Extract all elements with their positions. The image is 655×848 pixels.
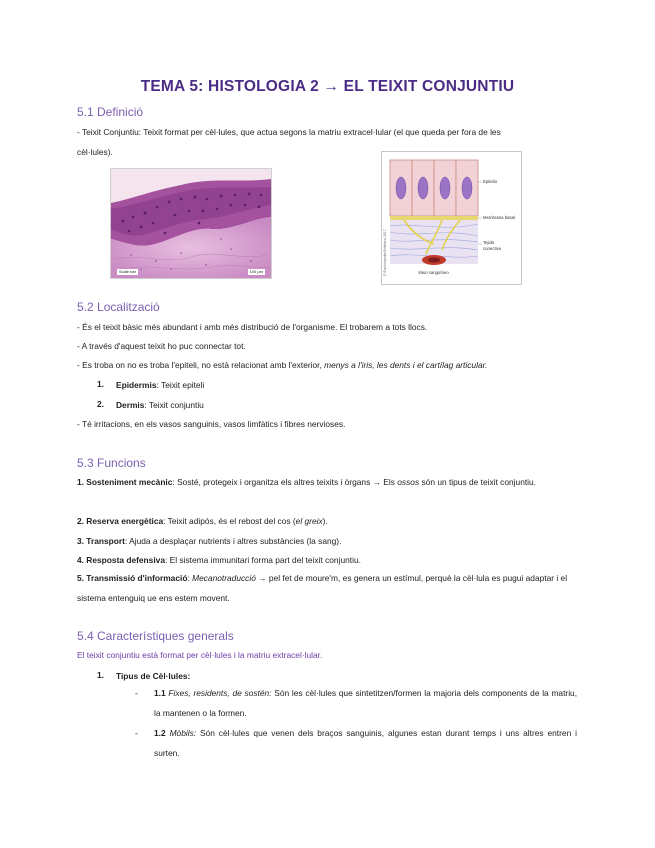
sub-item-2-number: 1.2 [154, 728, 166, 738]
function-5-text-a: → pel fet de moure'm, es genera un estímul, perquè la cèl·lula es [258, 573, 501, 583]
loc-line-2: - A través d'aquest teixit ho puc connectar tot. [77, 341, 246, 351]
function-4-bold: 4. Resposta defensiva [77, 555, 165, 565]
sub-item-2-text-b: entren i surten. [154, 728, 577, 758]
photo-scale-label-right: 100 μm [249, 269, 263, 274]
section-heading-definicio: 5.1 Definició [77, 105, 144, 119]
diagram-side-credit: © Enciclopedia Británica 2017 [383, 229, 387, 276]
loc-line-4: - Té irritacions, en els vasos sanguinis, vasos limfàtics i fibres nervioses. [77, 419, 346, 429]
function-4 [77, 554, 361, 566]
characteristics-intro: El teixit conjuntiu està format per cèl·lules i la matriu extracel·lular. [77, 650, 323, 660]
loc-line-3 [77, 359, 487, 371]
diagram-label-vaso: Vaso sanguíneo [418, 270, 449, 275]
definition-line-2: cèl·lules). [77, 147, 113, 157]
function-1-text-c: conjuntiu. [500, 477, 537, 487]
loc-line-1: - És el teixit bàsic més abundant i amb més distribució de l'organisme. El trobarem a tots llocs. [77, 322, 428, 332]
loc-line-3-text: - Es troba on no es troba l'epiteli, no està relacionat amb l'exterior, [77, 360, 322, 370]
function-2-bold: 2. Reserva energètica [77, 516, 164, 526]
function-2 [77, 515, 328, 527]
section-heading-localitzacio: 5.2 Localització [77, 300, 160, 314]
diagram-label-membrana: Membrana basal [483, 215, 516, 220]
function-1 [77, 472, 579, 492]
photo-scale-label-left: Scale bar [119, 269, 136, 274]
sub-item-1-text-a: Són les cèl·lules que sintetitzen/formen la majoria dels [274, 688, 480, 698]
char-item-1-number: 1. [97, 670, 104, 680]
char-item-1 [116, 670, 190, 682]
diagram-label-tejido-1: Tejido [483, 240, 495, 245]
function-5-italic: Mecanotraducció [192, 573, 256, 583]
loc-item-1-text: : Teixit epiteli [156, 380, 205, 390]
definition-line-1: - Teixit Conjuntiu: Teixit format per cèl·lules, que actua segons la matriu extracel·lular (el que queda per fora de les [77, 127, 501, 137]
loc-item-2-text: : Teixit conjuntiu [144, 400, 204, 410]
diagram-label-epitelio: Epitelio [483, 179, 498, 184]
function-3 [77, 535, 341, 547]
function-2-text-b: ). [322, 516, 328, 526]
loc-item-1-number: 1. [97, 379, 104, 389]
sub-item-1-italic: Fixes, residents, de sostén: [168, 688, 272, 698]
diagram-label-tejido-2: conectivo [483, 246, 502, 251]
sub-item-2 [154, 723, 577, 763]
sub-item-1 [154, 683, 577, 723]
sub-item-1-number: 1.1 [154, 688, 166, 698]
tissue-diagram [381, 151, 522, 285]
function-5 [77, 568, 579, 608]
function-2-text-a: : Teixit adipós, és el rebost del cos ( [163, 516, 296, 526]
function-1-bold: 1. Sosteniment mecànic [77, 477, 173, 487]
function-3-bold: 3. Transport [77, 536, 125, 546]
char-item-1-bold: Tipus de Cèl·lules: [116, 671, 191, 681]
function-5-text-b: pugui adaptar i el sistema entenguiq ue ens estem movent. [77, 573, 568, 603]
section-heading-caracteristiques: 5.4 Característiques generals [77, 629, 234, 643]
page-title: TEMA 5: HISTOLOGIA 2 → EL TEIXIT CONJUNTIU [140, 78, 515, 95]
function-2-italic: el greix [295, 516, 323, 526]
function-5-bold: 5. Transmissió d'informació [77, 573, 188, 583]
function-3-text: : Ajuda a desplaçar nutrients i altres substàncies (la sang). [124, 536, 342, 546]
section-heading-funcions [77, 456, 146, 470]
sub-item-2-text-a: Són cèl·lules que venen dels braços sanguinis, algunes estan durant temps i uns altres [200, 728, 544, 738]
histology-photo [110, 168, 272, 279]
sub-item-1-text-b: components de la matriu, la mantenen o la formen. [154, 688, 578, 718]
section-heading-funcions-text: 5.3 Funcions [77, 456, 146, 470]
loc-item-2-bold: Dermis [116, 400, 145, 410]
loc-item-2-number: 2. [97, 399, 104, 409]
function-4-text: : El sistema immunitari forma part del teixit conjuntiu. [164, 555, 361, 565]
loc-item-2 [116, 399, 204, 411]
loc-item-1 [116, 379, 204, 391]
function-1-text-a: : Sosté, protegeix i organitza els altres teixits i òrgans → Els [172, 477, 395, 487]
sub-item-1-bullet: - [135, 688, 138, 698]
function-1-text-b: són un tipus de teixit [421, 477, 498, 487]
sub-item-2-italic: Mòbils: [169, 728, 197, 738]
function-5-sep: : [187, 573, 190, 583]
function-1-italic: ossos [397, 477, 420, 487]
loc-line-3-italic: menys a l'iris, les dents i el cartílag articular. [324, 360, 488, 370]
sub-item-2-bullet: - [135, 728, 138, 738]
loc-item-1-bold: Epidermis [116, 380, 157, 390]
